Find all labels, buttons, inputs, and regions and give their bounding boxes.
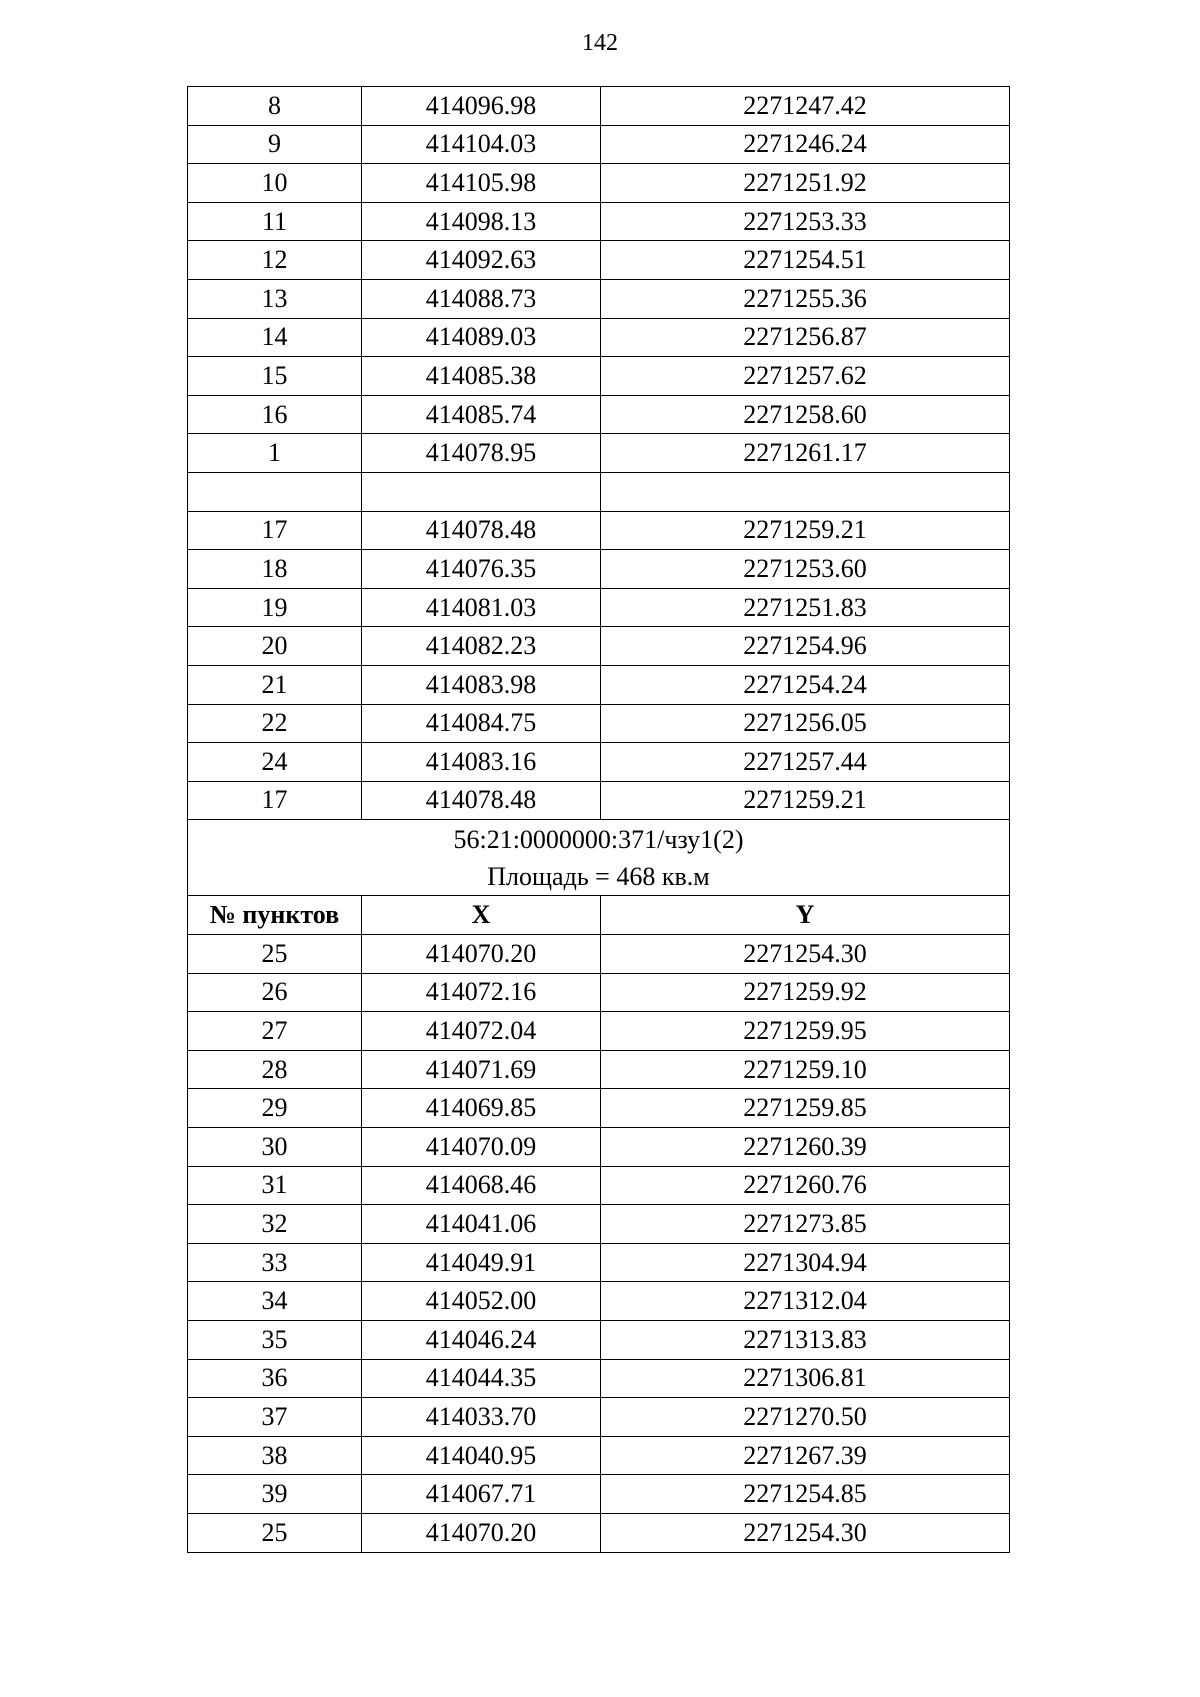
y-coordinate-cell: 2271267.39	[601, 1436, 1010, 1475]
point-number-cell: 21	[188, 665, 362, 704]
x-coordinate-cell: 414044.35	[362, 1359, 601, 1398]
table-row	[188, 1436, 1010, 1475]
x-coordinate-cell: 414070.09	[362, 1128, 601, 1167]
x-coordinate-cell: 414083.16	[362, 743, 601, 782]
x-coordinate-cell: 414072.16	[362, 973, 601, 1012]
x-coordinate-cell: 414049.91	[362, 1243, 601, 1282]
point-number-cell: 33	[188, 1243, 362, 1282]
y-coordinate-cell: 2271259.85	[601, 1089, 1010, 1128]
point-number-cell: 34	[188, 1282, 362, 1321]
point-number-cell: 37	[188, 1398, 362, 1437]
point-number-cell: 28	[188, 1050, 362, 1089]
y-coordinate-cell: 2271253.60	[601, 550, 1010, 589]
x-coordinate-cell: 414078.95	[362, 434, 601, 473]
y-coordinate-cell: 2271251.92	[601, 164, 1010, 203]
point-number-cell: 10	[188, 164, 362, 203]
point-number-cell: 1	[188, 434, 362, 473]
table-row	[188, 1321, 1010, 1360]
x-coordinate-cell	[362, 472, 601, 511]
y-coordinate-cell: 2271256.05	[601, 704, 1010, 743]
y-coordinate-cell: 2271270.50	[601, 1398, 1010, 1437]
x-coordinate-cell: 414104.03	[362, 125, 601, 164]
y-coordinate-cell: 2271247.42	[601, 87, 1010, 126]
table-row	[188, 1513, 1010, 1552]
table-row	[188, 434, 1010, 473]
table-row	[188, 935, 1010, 974]
y-coordinate-cell: 2271273.85	[601, 1205, 1010, 1244]
x-coordinate-cell: 414040.95	[362, 1436, 601, 1475]
point-number-cell: 9	[188, 125, 362, 164]
x-coordinate-cell: 414092.63	[362, 241, 601, 280]
table-row	[188, 665, 1010, 704]
parcel-id: 56:21:0000000:371/чзу1(2)	[453, 824, 744, 854]
y-coordinate-cell: 2271312.04	[601, 1282, 1010, 1321]
point-number-cell: 17	[188, 781, 362, 820]
table-row	[188, 1475, 1010, 1514]
y-coordinate-cell: 2271254.96	[601, 627, 1010, 666]
table-row	[188, 1050, 1010, 1089]
point-number-cell: 19	[188, 588, 362, 627]
y-coordinate-cell: 2271306.81	[601, 1359, 1010, 1398]
coordinates-table	[187, 86, 1010, 1553]
point-number-cell: 11	[188, 202, 362, 241]
x-coordinate-cell: 414067.71	[362, 1475, 601, 1514]
y-coordinate-cell: 2271260.76	[601, 1166, 1010, 1205]
point-number-cell: 27	[188, 1012, 362, 1051]
page-number: 142	[582, 30, 618, 56]
y-coordinate-cell: 2271254.24	[601, 665, 1010, 704]
table-row	[188, 472, 1010, 511]
table-row	[188, 395, 1010, 434]
x-coordinate-cell: 414084.75	[362, 704, 601, 743]
y-coordinate-cell: 2271304.94	[601, 1243, 1010, 1282]
table-row	[188, 973, 1010, 1012]
x-coordinate-cell: 414070.20	[362, 1513, 601, 1552]
x-coordinate-cell: 414088.73	[362, 279, 601, 318]
y-coordinate-cell: 2271259.92	[601, 973, 1010, 1012]
table-row	[188, 357, 1010, 396]
table-row	[188, 318, 1010, 357]
x-coordinate-cell: 414033.70	[362, 1398, 601, 1437]
point-number-cell: 13	[188, 279, 362, 318]
y-coordinate-cell: 2271259.21	[601, 511, 1010, 550]
point-number-cell: 22	[188, 704, 362, 743]
x-coordinate-cell: 414046.24	[362, 1321, 601, 1360]
x-coordinate-cell: 414098.13	[362, 202, 601, 241]
x-coordinate-cell: 414083.98	[362, 665, 601, 704]
table-row	[188, 241, 1010, 280]
header-point-number: № пунктов	[188, 896, 362, 935]
y-coordinate-cell: 2271254.30	[601, 1513, 1010, 1552]
table-row	[188, 279, 1010, 318]
y-coordinate-cell: 2271253.33	[601, 202, 1010, 241]
x-coordinate-cell: 414082.23	[362, 627, 601, 666]
point-number-cell: 12	[188, 241, 362, 280]
point-number-cell: 32	[188, 1205, 362, 1244]
section-header	[188, 820, 1010, 935]
x-coordinate-cell: 414070.20	[362, 935, 601, 974]
x-coordinate-cell: 414068.46	[362, 1166, 601, 1205]
header-x: X	[362, 896, 601, 935]
section-title-row	[188, 820, 1010, 896]
point-number-cell: 36	[188, 1359, 362, 1398]
x-coordinate-cell: 414096.98	[362, 87, 601, 126]
table-row	[188, 1359, 1010, 1398]
point-number-cell: 8	[188, 87, 362, 126]
x-coordinate-cell: 414072.04	[362, 1012, 601, 1051]
point-number-cell: 31	[188, 1166, 362, 1205]
point-number-cell: 25	[188, 1513, 362, 1552]
x-coordinate-cell: 414078.48	[362, 511, 601, 550]
table-row	[188, 588, 1010, 627]
table-row	[188, 704, 1010, 743]
point-number-cell: 38	[188, 1436, 362, 1475]
column-header-row	[188, 896, 1010, 935]
y-coordinate-cell	[601, 472, 1010, 511]
point-number-cell: 18	[188, 550, 362, 589]
parcel-area: Площадь = 468 кв.м	[487, 861, 710, 891]
section-title-cell	[188, 820, 1010, 896]
table-row	[188, 1243, 1010, 1282]
y-coordinate-cell: 2271257.62	[601, 357, 1010, 396]
x-coordinate-cell: 414076.35	[362, 550, 601, 589]
point-number-cell: 15	[188, 357, 362, 396]
table-row	[188, 1205, 1010, 1244]
x-coordinate-cell: 414081.03	[362, 588, 601, 627]
y-coordinate-cell: 2271255.36	[601, 279, 1010, 318]
y-coordinate-cell: 2271251.83	[601, 588, 1010, 627]
table-row	[188, 1166, 1010, 1205]
y-coordinate-cell: 2271261.17	[601, 434, 1010, 473]
table-row	[188, 550, 1010, 589]
y-coordinate-cell: 2271257.44	[601, 743, 1010, 782]
point-number-cell: 14	[188, 318, 362, 357]
y-coordinate-cell: 2271259.21	[601, 781, 1010, 820]
table-row	[188, 1128, 1010, 1167]
table-row	[188, 1089, 1010, 1128]
y-coordinate-cell: 2271254.30	[601, 935, 1010, 974]
point-number-cell: 26	[188, 973, 362, 1012]
y-coordinate-cell: 2271254.85	[601, 1475, 1010, 1514]
x-coordinate-cell: 414078.48	[362, 781, 601, 820]
table-row	[188, 202, 1010, 241]
table-row	[188, 1398, 1010, 1437]
table-row	[188, 511, 1010, 550]
x-coordinate-cell: 414085.74	[362, 395, 601, 434]
table-row	[188, 87, 1010, 126]
x-coordinate-cell: 414069.85	[362, 1089, 601, 1128]
y-coordinate-cell: 2271256.87	[601, 318, 1010, 357]
y-coordinate-cell: 2271254.51	[601, 241, 1010, 280]
x-coordinate-cell: 414071.69	[362, 1050, 601, 1089]
point-number-cell: 39	[188, 1475, 362, 1514]
point-number-cell: 30	[188, 1128, 362, 1167]
table-row	[188, 781, 1010, 820]
x-coordinate-cell: 414052.00	[362, 1282, 601, 1321]
y-coordinate-cell: 2271313.83	[601, 1321, 1010, 1360]
table-row	[188, 1012, 1010, 1051]
header-y: Y	[601, 896, 1010, 935]
table-row	[188, 1282, 1010, 1321]
x-coordinate-cell: 414085.38	[362, 357, 601, 396]
y-coordinate-cell: 2271260.39	[601, 1128, 1010, 1167]
x-coordinate-cell: 414089.03	[362, 318, 601, 357]
point-number-cell: 24	[188, 743, 362, 782]
coordinates-block-2	[188, 935, 1010, 1553]
table-row	[188, 627, 1010, 666]
table-row	[188, 164, 1010, 203]
point-number-cell: 17	[188, 511, 362, 550]
coordinates-block-1	[188, 87, 1010, 820]
point-number-cell: 29	[188, 1089, 362, 1128]
point-number-cell: 16	[188, 395, 362, 434]
y-coordinate-cell: 2271259.95	[601, 1012, 1010, 1051]
y-coordinate-cell: 2271258.60	[601, 395, 1010, 434]
point-number-cell	[188, 472, 362, 511]
y-coordinate-cell: 2271246.24	[601, 125, 1010, 164]
point-number-cell: 25	[188, 935, 362, 974]
x-coordinate-cell: 414105.98	[362, 164, 601, 203]
y-coordinate-cell: 2271259.10	[601, 1050, 1010, 1089]
table-row	[188, 125, 1010, 164]
x-coordinate-cell: 414041.06	[362, 1205, 601, 1244]
table-row	[188, 743, 1010, 782]
point-number-cell: 35	[188, 1321, 362, 1360]
point-number-cell: 20	[188, 627, 362, 666]
